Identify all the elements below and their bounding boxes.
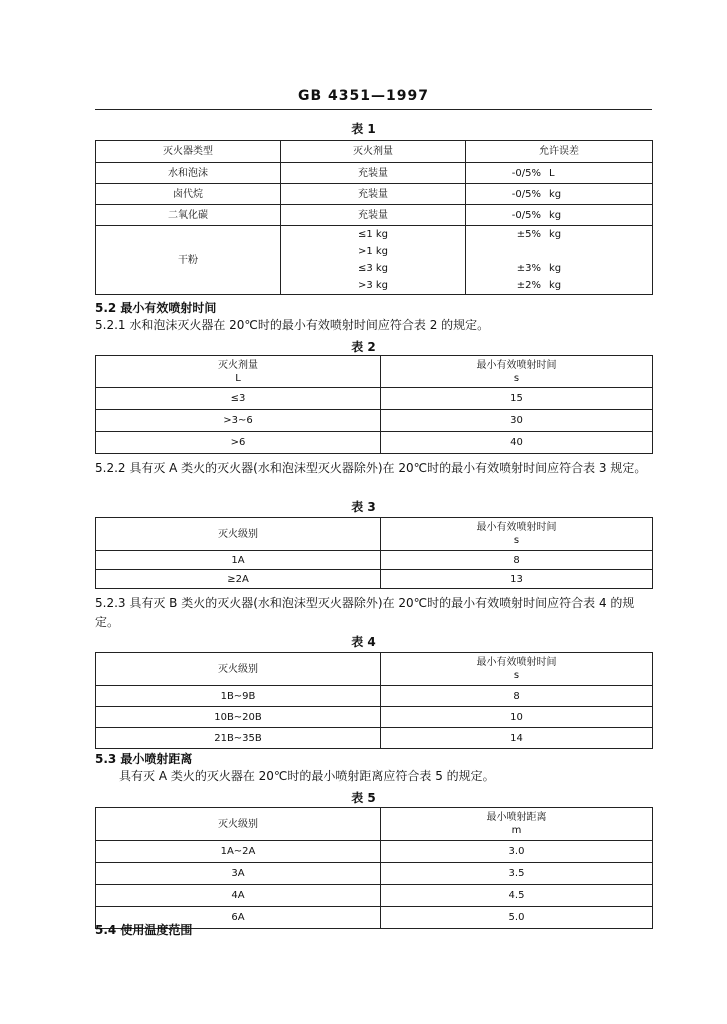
table2-cell-time: 15 (381, 388, 653, 410)
dry-amount: >3 kg (357, 280, 389, 291)
table2-cell-amount: ≤3 (96, 388, 381, 410)
table1-cell-type: 水和泡沫 (96, 163, 281, 184)
table5-cell-class: 4A (96, 885, 381, 907)
table1-cell-type: 卤代烷 (96, 184, 281, 205)
table4-cell-class: 1B~9B (96, 686, 381, 707)
table1-cell-amount: 充装量 (281, 184, 466, 205)
table5 (95, 807, 653, 929)
table-row (96, 707, 653, 728)
table-row (96, 885, 653, 907)
tolerance-value: -0/5% (511, 209, 541, 221)
page-header-standard-number: GB 4351—1997 (298, 88, 429, 104)
tolerance-unit: L (549, 167, 555, 179)
table3-cell-class: ≥2A (96, 570, 381, 589)
table1-header-type: 灭火器类型 (96, 141, 281, 163)
table2-cell-amount: >6 (96, 432, 381, 454)
header-label: 最小有效喷射时间 (476, 657, 557, 668)
table1-cell-type: 二氧化碳 (96, 205, 281, 226)
table-row (96, 570, 653, 589)
table4-cell-time: 10 (381, 707, 653, 728)
table3-cell-time: 13 (381, 570, 653, 589)
table3-header-time (381, 518, 653, 551)
table-row (96, 686, 653, 707)
header-unit: s (513, 670, 520, 681)
section-5-4-title: 5.4 使用温度范围 (95, 923, 193, 937)
table5-cell-distance: 5.0 (381, 907, 653, 929)
table-row (96, 226, 653, 295)
tolerance-unit: kg (549, 229, 562, 240)
table-row (96, 205, 653, 226)
table3-caption: 表 3 (351, 500, 376, 514)
table2-header-amount (96, 356, 381, 388)
table-row (96, 388, 653, 410)
table-row (96, 163, 653, 184)
table3-cell-class: 1A (96, 551, 381, 570)
table1-cell-amount: 充装量 (281, 205, 466, 226)
table5-cell-distance: 3.0 (381, 841, 653, 863)
table5-cell-distance: 3.5 (381, 863, 653, 885)
table1 (95, 140, 653, 295)
table1-cell-amount: 充装量 (281, 163, 466, 184)
table-row (96, 184, 653, 205)
table1-caption: 表 1 (351, 122, 376, 136)
table-row (96, 410, 653, 432)
header-label: 最小有效喷射时间 (476, 359, 557, 371)
table-row (96, 432, 653, 454)
header-unit: s (513, 372, 520, 384)
table1-header-tolerance: 允许误差 (466, 141, 653, 163)
tolerance-unit: kg (549, 188, 562, 200)
header-unit: L (235, 372, 241, 384)
table1-cell-tolerance (466, 163, 653, 184)
table4 (95, 652, 653, 749)
table3 (95, 517, 653, 589)
table3-header-class: 灭火级别 (96, 518, 381, 551)
table-row (96, 728, 653, 749)
table5-cell-class: 3A (96, 863, 381, 885)
table5-header-row (96, 808, 653, 841)
table1-header-row (96, 141, 653, 163)
table2-header-time (381, 356, 653, 388)
header-label: 最小喷射距离 (486, 812, 547, 823)
table3-cell-time: 8 (381, 551, 653, 570)
tolerance-value: -0/5% (511, 167, 541, 179)
table2-caption: 表 2 (351, 340, 376, 354)
section-5-2-3-text: 5.2.3 具有灭 B 类火的灭火器(水和泡沫型灭火器除外)在 20℃时的最小有效喷射时间应符合表 4 的规定。 (95, 596, 635, 629)
table1-cell-tolerance (466, 205, 653, 226)
table5-caption: 表 5 (351, 791, 376, 805)
table1-cell-tolerance-list (466, 226, 653, 295)
table5-cell-class: 1A~2A (96, 841, 381, 863)
table4-cell-time: 14 (381, 728, 653, 749)
table1-header-amount: 灭火剂量 (281, 141, 466, 163)
header-rule (95, 109, 652, 110)
table5-cell-distance: 4.5 (381, 885, 653, 907)
tolerance-value: ±2% (516, 280, 541, 291)
table5-header-class: 灭火级别 (96, 808, 381, 841)
table2-cell-amount: >3~6 (96, 410, 381, 432)
tolerance-unit: kg (549, 209, 562, 221)
table1-cell-amount-list (281, 226, 466, 295)
table-row (96, 841, 653, 863)
table4-cell-class: 10B~20B (96, 707, 381, 728)
table4-cell-class: 21B~35B (96, 728, 381, 749)
table4-header-row (96, 653, 653, 686)
table5-cell-class: 6A (96, 907, 381, 929)
table4-caption: 表 4 (351, 635, 376, 649)
section-5-2-title: 5.2 最小有效喷射时间 (95, 301, 217, 315)
table5-header-distance (381, 808, 653, 841)
tolerance-value: -0/5% (511, 188, 541, 200)
tolerance-unit: kg (549, 280, 562, 291)
dry-amount: >1 kg (357, 246, 389, 257)
table2 (95, 355, 653, 454)
table-row (96, 551, 653, 570)
section-5-2-1-text: 5.2.1 水和泡沫灭火器在 20℃时的最小有效喷射时间应符合表 2 的规定。 (95, 318, 490, 332)
table-row (96, 863, 653, 885)
header-label: 最小有效喷射时间 (476, 522, 557, 533)
dry-amount: ≤3 kg (357, 263, 389, 274)
tolerance-value: ±3% (516, 263, 541, 274)
section-5-3-title: 5.3 最小喷射距离 (95, 752, 193, 766)
table4-header-time (381, 653, 653, 686)
table2-cell-time: 30 (381, 410, 653, 432)
tolerance-unit: kg (549, 263, 562, 274)
header-label: 灭火剂量 (218, 359, 258, 371)
dry-amount: ≤1 kg (357, 229, 389, 240)
tolerance-value: ±5% (516, 229, 541, 240)
table4-cell-time: 8 (381, 686, 653, 707)
table3-header-row (96, 518, 653, 551)
table1-cell-type: 干粉 (96, 226, 281, 295)
header-unit: m (511, 825, 522, 836)
section-5-3-text: 具有灭 A 类火的灭火器在 20℃时的最小喷射距离应符合表 5 的规定。 (119, 769, 495, 783)
table2-header-row (96, 356, 653, 388)
table2-cell-time: 40 (381, 432, 653, 454)
table4-header-class: 灭火级别 (96, 653, 381, 686)
table1-cell-tolerance (466, 184, 653, 205)
section-5-2-2-text: 5.2.2 具有灭 A 类火的灭火器(水和泡沫型灭火器除外)在 20℃时的最小有效喷射时间应符合表 3 规定。 (95, 461, 647, 475)
header-unit: s (513, 535, 520, 546)
